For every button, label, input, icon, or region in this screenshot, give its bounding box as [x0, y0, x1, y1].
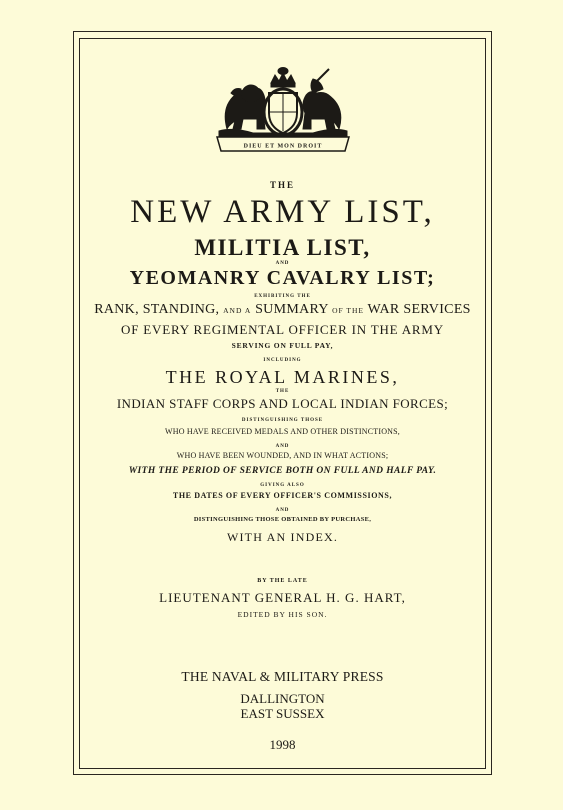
author-name: LIEUTENANT GENERAL H. G. HART,	[159, 590, 406, 605]
connector-and-1: AND	[275, 261, 290, 266]
crest-motto: DIEU ET MON DROIT	[243, 143, 323, 150]
medals-line: WHO HAVE RECEIVED MEDALS AND OTHER DISTINCTIONS,	[165, 427, 400, 436]
title-the: THE	[269, 180, 295, 190]
main-title: NEW ARMY LIST,	[130, 194, 435, 230]
by-the-late: BY THE LATE	[257, 578, 308, 584]
royal-marines-line: THE ROYAL MARINES,	[165, 367, 400, 387]
publisher-name: THE NAVAL & MILITARY PRESS	[181, 669, 384, 684]
rank-line-part-4: OF THE	[332, 306, 364, 315]
purchase-line: DISTINGUISHING THOSE OBTAINED BY PURCHASE,	[193, 516, 372, 523]
publication-year: 1998	[269, 737, 296, 752]
rank-line-part-2: AND A	[223, 306, 252, 315]
connector-and-3: AND	[275, 508, 290, 513]
connector-exhibiting: EXHIBITING THE	[254, 294, 311, 299]
publisher-place-2: EAST SUSSEX	[240, 706, 325, 721]
publisher-place-1: DALLINGTON	[240, 691, 325, 706]
yeomanry-title: YEOMANRY CAVALRY LIST;	[129, 267, 436, 289]
edited-by: EDITED BY HIS SON.	[237, 610, 328, 619]
indian-staff-line: INDIAN STAFF CORPS AND LOCAL INDIAN FORCES;	[116, 396, 449, 411]
royal-coat-of-arms-icon	[213, 67, 353, 153]
connector-including: INCLUDING	[263, 358, 302, 363]
index-line: WITH AN INDEX.	[226, 530, 339, 544]
dates-line: THE DATES OF EVERY OFFICER'S COMMISSIONS,	[172, 491, 393, 500]
every-officer-line: OF EVERY REGIMENTAL OFFICER IN THE ARMY	[121, 322, 444, 337]
serving-line: SERVING ON FULL PAY,	[231, 341, 334, 350]
connector-distinguishing: DISTINGUISHING THOSE	[241, 418, 324, 423]
connector-and-2: AND	[275, 444, 290, 449]
wounded-line: WHO HAVE BEEN WOUNDED, AND IN WHAT ACTIONS;	[176, 451, 389, 460]
connector-giving-also: GIVING ALSO	[260, 483, 305, 488]
militia-title: MILITIA LIST,	[194, 235, 371, 260]
rank-line-part-3: SUMMARY	[255, 302, 329, 317]
connector-the: THE	[275, 389, 290, 394]
rank-line	[79, 303, 486, 317]
period-line: WITH THE PERIOD OF SERVICE BOTH ON FULL AND HALF PAY.	[128, 466, 437, 476]
rank-line-part-1: RANK, STANDING,	[94, 302, 220, 317]
rank-line-part-5: WAR SERVICES	[367, 302, 471, 317]
